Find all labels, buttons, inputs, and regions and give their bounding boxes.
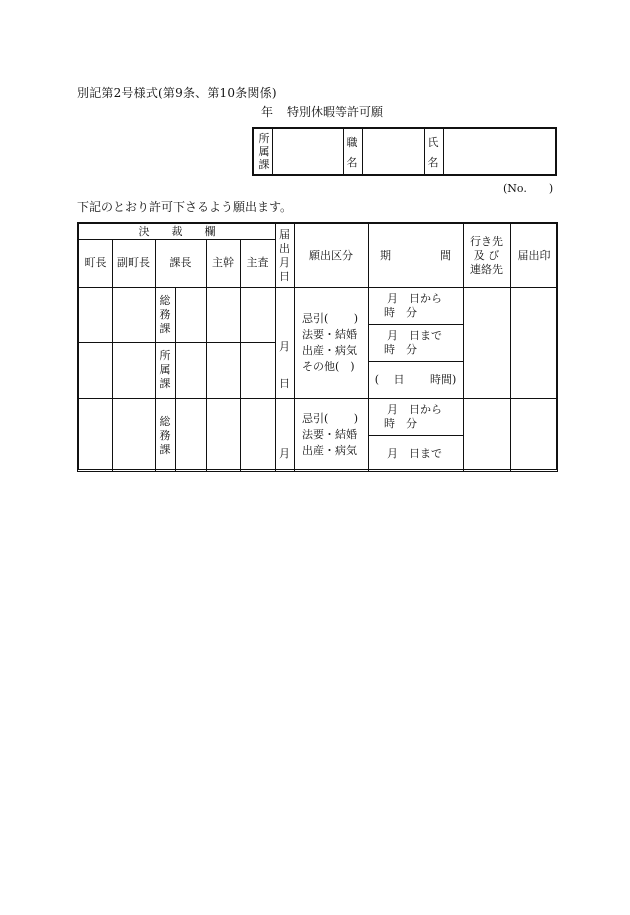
job-title-label: 職名: [346, 136, 358, 169]
row1-categories: [294, 287, 368, 398]
deputy-mayor-header: 副町長: [117, 256, 150, 269]
general-affairs-label-1: 総務課: [159, 293, 171, 335]
name-label: 氏名: [427, 136, 439, 169]
mayor-header: 町長: [84, 256, 107, 269]
affiliation-label: 所属課: [258, 132, 270, 171]
period-right: 間: [440, 248, 451, 262]
approval-group-header: 決 裁 欄: [138, 224, 216, 238]
seal-header: 届出印: [517, 248, 551, 262]
chief-header: 主幹: [212, 256, 234, 269]
period-header: [368, 224, 463, 287]
row1-from-time: 時 分: [384, 305, 417, 319]
row2-month: 月: [279, 447, 290, 460]
general-affairs-label-2: 総務課: [159, 415, 171, 456]
row2-from-time: 時 分: [384, 416, 417, 430]
intro-text: 下記のとおり許可下さるよう願出ます。: [77, 200, 293, 214]
section-chief-header: 課長: [169, 256, 192, 269]
application-table: [77, 222, 558, 472]
row2-from-date: 月 日から: [387, 402, 442, 416]
row2-cat-memorial: 法要・結婚: [302, 428, 357, 441]
row1-from: [368, 287, 463, 324]
row1-cat-mourning: 忌引( ): [302, 311, 359, 325]
row1-day: 日: [279, 377, 290, 390]
row1-total: ( 日 時間): [374, 372, 457, 386]
row1-cat-birth: 出産・病気: [302, 343, 357, 357]
form-title: [261, 103, 383, 120]
row1-until: [368, 324, 463, 361]
row2-cat-birth: 出産・病気: [302, 444, 357, 457]
row2-from: [368, 398, 463, 435]
form-caption: 別記第2号様式(第9条、第10条関係): [77, 86, 277, 100]
period-left: 期: [380, 248, 391, 262]
number-label: (No. ): [503, 182, 554, 195]
category-header: 願出区分: [309, 248, 353, 262]
row1-cat-memorial: 法要・結婚: [302, 327, 357, 341]
row1-cat-other: その他( ): [302, 359, 355, 373]
affiliation-label-row: 所属課: [159, 349, 171, 390]
row1-from-date: 月 日から: [387, 291, 442, 305]
row2-until: 月 日まで: [387, 446, 442, 460]
row1-until-date: 月 日まで: [387, 328, 442, 342]
row1-month: 月: [279, 340, 290, 353]
row2-categories: [294, 398, 368, 472]
destination-header: 行き先 及 び 連絡先: [470, 234, 503, 276]
row2-cat-mourning: 忌引( ): [302, 412, 359, 425]
row1-until-time: 時 分: [384, 342, 417, 356]
title-year: 年: [261, 105, 274, 119]
date-header: 届出月日: [279, 227, 290, 283]
title-text: 特別休暇等許可願: [287, 105, 384, 119]
inspector-header: 主査: [246, 256, 269, 269]
header-table: [252, 127, 557, 176]
